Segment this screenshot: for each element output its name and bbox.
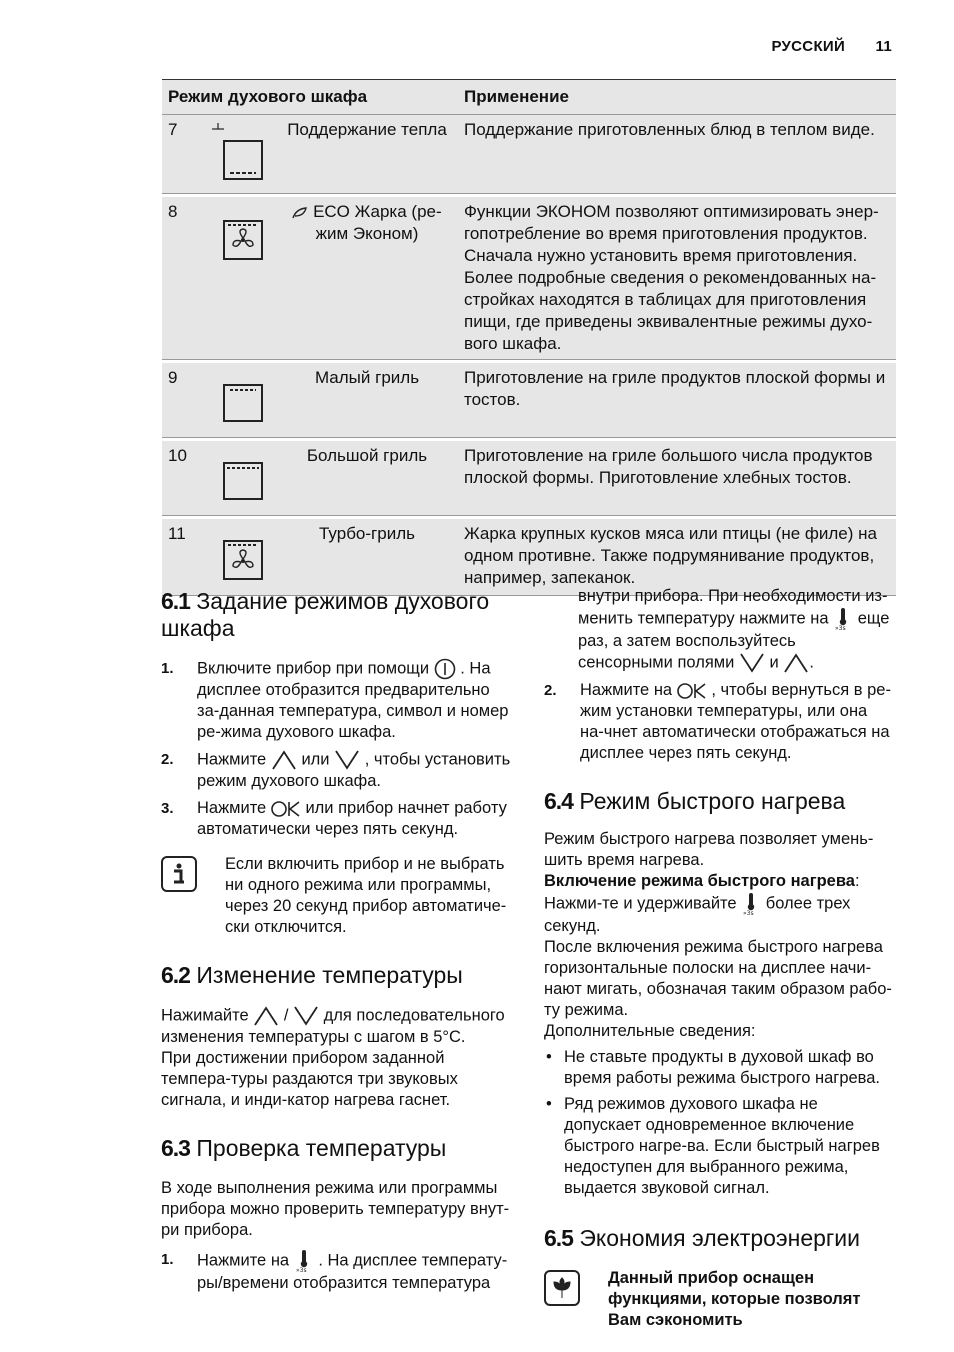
paragraph: Включение режима быстрого нагрева: Нажми-те и удерживайте »3s более трех секунд. (544, 872, 860, 935)
mode-number: 10 (162, 441, 204, 516)
list-item: • Не ставьте продукты в духовой шкаф во время работы режима быстрого нагрева. (546, 1048, 881, 1087)
ok-icon (271, 800, 301, 818)
list-item: 1. Включите прибор при помощи . На дисплее отобразится предварительно за-данная температура, символ и номер ре-жима духового шкафа. (161, 659, 509, 741)
eco-text: Данный прибор оснащен функциями, которые позволят Вам сэкономить (608, 1269, 861, 1329)
mode-name: Турбо-гриль (276, 519, 458, 596)
table-header-use: Применение (458, 80, 896, 115)
mode-number: 11 (162, 519, 204, 596)
mode-use: Функции ЭКОНОМ позволяют оптимизировать энер-гопотребление во время приготовления продуктов. Сначала нужно установить время приготовления. Более подробные сведения о рекомендованных на-стройках находятся в таблицах для приготовления пищи, где приведены эквивалентные режимы духо-вого шкафа. (458, 197, 896, 360)
section-6-4-title: 6.4 Режим быстрого нагрева (544, 788, 846, 814)
paragraph: Дополнительные сведения: (544, 1022, 756, 1040)
svg-text:»3s: »3s (835, 625, 846, 631)
paragraph: В ходе выполнения режима или программы прибора можно проверить температуру внут-ри прибора. (161, 1179, 510, 1239)
table-row (162, 115, 896, 194)
thermometer-icon (833, 607, 853, 631)
table-row (162, 197, 896, 360)
mode-use: Жарка крупных кусков мяса или птицы (не филе) на одном противне. Также подрумянивание продуктов, например, запеканок. (458, 519, 896, 596)
table-header-mode: Режим духового шкафа (162, 80, 458, 115)
mode-number: 8 (162, 197, 204, 360)
thermometer-icon (741, 892, 761, 916)
eco-leaf-icon (544, 1270, 580, 1306)
mode-number: 7 (162, 115, 204, 194)
table-row (162, 519, 896, 596)
svg-text:»3s: »3s (743, 910, 754, 916)
list-item: 3. Нажмите или прибор начнет работу автоматически через пять секунд. (161, 799, 507, 838)
page-number: 11 (875, 38, 892, 55)
section-6-2-title: 6.2 Изменение температуры (161, 962, 463, 988)
page-header (771, 38, 892, 55)
oven-modes-table (162, 79, 896, 596)
list-item: 2. Нажмите или , чтобы установить режим духового шкафа. (161, 750, 511, 790)
small-grill-icon (210, 367, 270, 427)
eco-note (544, 1268, 894, 1331)
mode-number: 9 (162, 363, 204, 438)
section-6-1-title: 6.1 Задание режимов духового шкафа (161, 588, 490, 641)
mode-name: Большой гриль (276, 441, 458, 516)
leaf-icon (292, 207, 308, 219)
info-icon (161, 856, 197, 892)
section-6-5-title: 6.5 Экономия электроэнергии (544, 1225, 861, 1251)
keep-warm-icon (210, 119, 270, 183)
arrow-down-icon (293, 1005, 319, 1027)
arrow-up-icon (271, 749, 297, 771)
thermometer-icon (294, 1249, 314, 1273)
left-column (161, 588, 511, 1294)
info-text: Если включить прибор и не выбрать ни одного режима или программы, через 20 секунд прибор автоматиче-ски отключится. (225, 855, 507, 936)
list-item: 1. Нажмите на »3s . На дисплее температу-ры/времени отобразится температура (161, 1251, 508, 1292)
section-6-2-text: Нажимайте / для последовательного изменения температуры с шагом в 5°C. (161, 1006, 505, 1046)
mode-name: Малый гриль (276, 363, 458, 438)
language-label: РУССКИЙ (771, 38, 846, 55)
paragraph: Режим быстрого нагрева позволяет умень-шить время нагрева. (544, 830, 874, 869)
power-icon (434, 658, 456, 680)
mode-use: Поддержание приготовленных блюд в теплом виде. (458, 115, 896, 194)
mode-use: Приготовление на гриле продуктов плоской формы и тостов. (458, 363, 896, 438)
section-6-3-title: 6.3 Проверка температуры (161, 1135, 447, 1161)
arrow-down-icon (334, 749, 360, 771)
right-column (544, 586, 894, 1331)
turbo-grill-icon (210, 523, 270, 585)
info-note (161, 854, 511, 938)
mode-use: Приготовление на гриле большого числа продуктов плоской формы. Приготовление хлебных тостов. (458, 441, 896, 516)
ok-icon (677, 682, 707, 700)
arrow-up-icon (783, 652, 809, 674)
mode-name: Поддержание тепла (276, 115, 458, 194)
list-item-continued: внутри прибора. При необходимости из-менить температуру нажмите на »3s еще раз, а затем воспользуйтесь сенсорными полями и . (544, 586, 894, 674)
table-row (162, 441, 896, 516)
eco-roasting-icon (210, 201, 270, 265)
mode-name: ECO Жарка (ре-жим Эконом) (313, 202, 442, 243)
list-item: • Ряд режимов духового шкафа не допускает одновременное включение быстрого нагре-ва. Если быстрый нагрев недоступен для выбранного режима, выдается звуковой сигнал. (546, 1095, 880, 1197)
large-grill-icon (210, 445, 270, 505)
table-row (162, 363, 896, 438)
svg-text:»3s: »3s (295, 1267, 307, 1273)
list-item: 2. Нажмите на , чтобы вернуться в ре-жим установки температуры, или она на-чнет автоматически отображаться на дисплее через пять секунд. (544, 681, 891, 762)
paragraph: После включения режима быстрого нагрева горизонтальные полоски на дисплее начи-нают мигать, обозначая таким образом рабо-ту режима. (544, 938, 892, 1019)
arrow-up-icon (253, 1005, 279, 1027)
paragraph: При достижении прибором заданной темпера-туры раздаются три звуковых сигнала, и инди-катор нагрева гаснет. (161, 1049, 458, 1109)
arrow-down-icon (739, 652, 765, 674)
